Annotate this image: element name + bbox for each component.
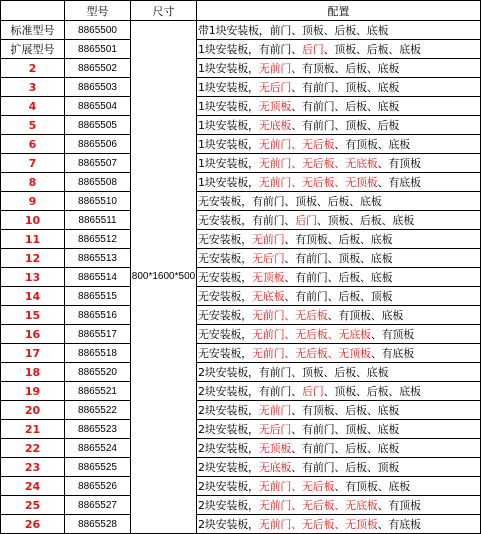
row-label: 12 bbox=[1, 249, 65, 268]
config-text: 1块安装板， bbox=[198, 138, 259, 151]
table-row bbox=[1, 306, 481, 325]
row-label: 24 bbox=[1, 477, 65, 496]
model-number: 8865513 bbox=[65, 249, 131, 268]
config-cell bbox=[197, 192, 481, 211]
config-cell bbox=[197, 382, 481, 401]
config-text: 带1块安装板，前门、顶板、后板、底板 bbox=[198, 24, 389, 37]
table-row bbox=[1, 439, 481, 458]
config-missing-part: 无后门 bbox=[258, 423, 292, 436]
header-size: 尺寸 bbox=[131, 1, 197, 21]
config-cell bbox=[197, 496, 481, 515]
model-number: 8865525 bbox=[65, 458, 131, 477]
model-number: 8865524 bbox=[65, 439, 131, 458]
config-text: 、有底板 bbox=[377, 176, 421, 189]
table-row bbox=[1, 97, 481, 116]
row-label: 11 bbox=[1, 230, 65, 249]
config-text: 1块安装板，有前门、 bbox=[198, 43, 302, 56]
config-text: 、有顶板 bbox=[377, 499, 421, 512]
config-text: 1块安装板， bbox=[198, 100, 259, 113]
config-cell bbox=[197, 230, 481, 249]
row-label: 6 bbox=[1, 135, 65, 154]
config-text: 1块安装板， bbox=[198, 119, 259, 132]
config-missing-part: 无前门、无后板、无顶板 bbox=[258, 518, 378, 531]
config-text: 2块安装板， bbox=[198, 423, 259, 436]
config-missing-part: 无底板 bbox=[252, 290, 285, 303]
config-cell bbox=[197, 515, 481, 534]
config-cell bbox=[197, 268, 481, 287]
config-missing-part: 无前门、无后板 bbox=[258, 138, 335, 151]
row-label: 16 bbox=[1, 325, 65, 344]
config-text: 、有顶板、底板 bbox=[334, 138, 411, 151]
row-label: 19 bbox=[1, 382, 65, 401]
config-text: 、有前门、顶板、底板 bbox=[291, 423, 400, 436]
config-text: 、有前门、顶板、后板 bbox=[291, 119, 400, 132]
config-text: 2块安装板， bbox=[198, 442, 259, 455]
row-label: 10 bbox=[1, 211, 65, 230]
config-text: 2块安装板， bbox=[198, 518, 259, 531]
config-missing-part: 无顶板 bbox=[252, 271, 285, 284]
model-number: 8865517 bbox=[65, 325, 131, 344]
model-number: 8865511 bbox=[65, 211, 131, 230]
model-number: 8865503 bbox=[65, 78, 131, 97]
table-row bbox=[1, 230, 481, 249]
config-text: 无安装板，有前门、顶板、后板、底板 bbox=[198, 195, 382, 208]
config-text: 、顶板、后板、底板 bbox=[323, 43, 421, 56]
table-row bbox=[1, 211, 481, 230]
config-text: 、有顶板、底板 bbox=[334, 480, 411, 493]
row-label: 5 bbox=[1, 116, 65, 135]
table-row bbox=[1, 477, 481, 496]
config-text: 2块安装板，有前门、顶板、后板、底板 bbox=[198, 366, 389, 379]
config-text: 无安装板， bbox=[198, 233, 252, 246]
config-missing-part: 无底板 bbox=[258, 461, 292, 474]
config-text: 、有顶板、后板、底板 bbox=[291, 62, 400, 75]
header-model: 型号 bbox=[65, 1, 131, 21]
row-label: 8 bbox=[1, 173, 65, 192]
config-text: 、顶板、后板、底板 bbox=[316, 214, 415, 227]
model-number: 8865521 bbox=[65, 382, 131, 401]
row-label: 14 bbox=[1, 287, 65, 306]
table-row bbox=[1, 192, 481, 211]
row-label: 7 bbox=[1, 154, 65, 173]
config-text: 、顶板、后板、底板 bbox=[323, 385, 421, 398]
model-number: 8865504 bbox=[65, 97, 131, 116]
config-cell bbox=[197, 363, 481, 382]
config-missing-part: 无前门 bbox=[252, 233, 285, 246]
config-text: 无安装板， bbox=[198, 309, 252, 322]
table-row bbox=[1, 40, 481, 59]
table-row bbox=[1, 382, 481, 401]
table-row bbox=[1, 325, 481, 344]
config-missing-part: 无前门、无后板、无顶板 bbox=[252, 347, 371, 360]
config-missing-part: 后门 bbox=[302, 385, 324, 398]
config-text: 、有前门、后板、底板 bbox=[291, 100, 400, 113]
config-missing-part: 无前门、无后板、无底板 bbox=[252, 328, 371, 341]
config-cell bbox=[197, 439, 481, 458]
table-row bbox=[1, 59, 481, 78]
config-text: 无安装板， bbox=[198, 252, 252, 265]
config-text: 、有顶板 bbox=[377, 157, 421, 170]
model-number: 8865520 bbox=[65, 363, 131, 382]
config-cell bbox=[197, 420, 481, 439]
model-number: 8865510 bbox=[65, 192, 131, 211]
model-number: 8865516 bbox=[65, 306, 131, 325]
config-cell bbox=[197, 477, 481, 496]
row-label: 20 bbox=[1, 401, 65, 420]
model-number: 8865528 bbox=[65, 515, 131, 534]
config-cell bbox=[197, 306, 481, 325]
model-number: 8865512 bbox=[65, 230, 131, 249]
config-cell bbox=[197, 211, 481, 230]
table-row bbox=[1, 458, 481, 477]
config-text: 、有前门、后板、顶板 bbox=[284, 290, 393, 303]
row-label: 15 bbox=[1, 306, 65, 325]
table-row bbox=[1, 401, 481, 420]
config-missing-part: 无前门、无后板 bbox=[252, 309, 328, 322]
row-label: 2 bbox=[1, 59, 65, 78]
model-number: 8865507 bbox=[65, 154, 131, 173]
config-text: 、有前门、后板、底板 bbox=[284, 271, 393, 284]
config-missing-part: 无顶板 bbox=[258, 442, 292, 455]
size-cell: 800*1600*500 bbox=[131, 21, 197, 534]
config-text: 2块安装板， bbox=[198, 480, 259, 493]
config-missing-part: 无前门、无后板、无底板 bbox=[258, 499, 378, 512]
config-cell bbox=[197, 173, 481, 192]
config-missing-part: 无顶板 bbox=[258, 100, 292, 113]
model-number: 8865527 bbox=[65, 496, 131, 515]
config-text: 、有底板 bbox=[377, 518, 421, 531]
config-cell bbox=[197, 135, 481, 154]
config-text: 、有前门、顶板、底板 bbox=[291, 81, 400, 94]
config-cell bbox=[197, 287, 481, 306]
config-cell bbox=[197, 325, 481, 344]
table-row bbox=[1, 287, 481, 306]
row-label: 9 bbox=[1, 192, 65, 211]
row-label: 23 bbox=[1, 458, 65, 477]
row-label: 22 bbox=[1, 439, 65, 458]
config-text: 、有顶板、底板 bbox=[327, 309, 404, 322]
config-missing-part: 无前门、无后板 bbox=[258, 480, 335, 493]
config-text: 1块安装板， bbox=[198, 81, 259, 94]
config-text: 无安装板，有前门、 bbox=[198, 214, 296, 227]
model-number: 8865526 bbox=[65, 477, 131, 496]
config-text: 、有顶板、后板、底板 bbox=[284, 233, 393, 246]
config-text: 、有底板 bbox=[370, 347, 415, 360]
model-number: 8865523 bbox=[65, 420, 131, 439]
row-label: 3 bbox=[1, 78, 65, 97]
table-row bbox=[1, 154, 481, 173]
config-cell bbox=[197, 59, 481, 78]
table-row bbox=[1, 135, 481, 154]
config-text: 2块安装板， bbox=[198, 499, 259, 512]
row-label: 26 bbox=[1, 515, 65, 534]
config-text: 无安装板， bbox=[198, 290, 252, 303]
config-missing-part: 无前门、无后板、无顶板 bbox=[258, 176, 378, 189]
config-cell bbox=[197, 78, 481, 97]
table-row bbox=[1, 173, 481, 192]
config-cell bbox=[197, 116, 481, 135]
model-number: 8865518 bbox=[65, 344, 131, 363]
row-label: 18 bbox=[1, 363, 65, 382]
config-missing-part: 无前门 bbox=[258, 62, 292, 75]
row-label: 17 bbox=[1, 344, 65, 363]
header-blank bbox=[1, 1, 65, 21]
row-label: 4 bbox=[1, 97, 65, 116]
config-text: 、有顶板、后板、底板 bbox=[291, 404, 400, 417]
table-row bbox=[1, 78, 481, 97]
config-text: 、有前门、顶板、底板 bbox=[284, 252, 393, 265]
table-row bbox=[1, 344, 481, 363]
row-label: 扩展型号 bbox=[1, 40, 65, 59]
config-text: 1块安装板， bbox=[198, 176, 259, 189]
config-text: 2块安装板， bbox=[198, 404, 259, 417]
config-text: 2块安装板， bbox=[198, 461, 259, 474]
model-number: 8865500 bbox=[65, 21, 131, 40]
table-row bbox=[1, 363, 481, 382]
config-missing-part: 后门 bbox=[302, 43, 324, 56]
table-row bbox=[1, 21, 481, 40]
row-label: 标准型号 bbox=[1, 21, 65, 40]
config-text: 、有前门、后板、底板 bbox=[291, 442, 400, 455]
row-label: 21 bbox=[1, 420, 65, 439]
header-config: 配置 bbox=[197, 1, 481, 21]
config-missing-part: 无前门 bbox=[258, 404, 292, 417]
config-cell bbox=[197, 21, 481, 40]
config-text: 1块安装板， bbox=[198, 157, 259, 170]
row-label: 25 bbox=[1, 496, 65, 515]
config-text: 1块安装板， bbox=[198, 62, 259, 75]
table-row bbox=[1, 268, 481, 287]
config-text: 无安装板， bbox=[198, 271, 252, 284]
table-row bbox=[1, 420, 481, 439]
config-missing-part: 后门 bbox=[295, 214, 317, 227]
config-text: 2块安装板，有前门、 bbox=[198, 385, 302, 398]
model-number: 8865515 bbox=[65, 287, 131, 306]
config-missing-part: 无底板 bbox=[258, 119, 292, 132]
config-text: 无安装板， bbox=[198, 328, 252, 341]
config-cell bbox=[197, 458, 481, 477]
config-missing-part: 无前门、无后板、无底板 bbox=[258, 157, 378, 170]
table-row bbox=[1, 515, 481, 534]
config-cell bbox=[197, 249, 481, 268]
model-number: 8865502 bbox=[65, 59, 131, 78]
header-row bbox=[1, 1, 481, 21]
table-row bbox=[1, 249, 481, 268]
config-text: 、有前门、后板、顶板 bbox=[291, 461, 400, 474]
model-number: 8865501 bbox=[65, 40, 131, 59]
config-missing-part: 无后门 bbox=[258, 81, 292, 94]
config-text: 、有顶板 bbox=[370, 328, 415, 341]
model-number: 8865508 bbox=[65, 173, 131, 192]
row-label: 13 bbox=[1, 268, 65, 287]
table-row bbox=[1, 496, 481, 515]
model-number: 8865522 bbox=[65, 401, 131, 420]
table-row bbox=[1, 116, 481, 135]
model-number: 8865505 bbox=[65, 116, 131, 135]
model-number: 8865506 bbox=[65, 135, 131, 154]
config-cell bbox=[197, 40, 481, 59]
config-cell bbox=[197, 154, 481, 173]
config-missing-part: 无后门 bbox=[252, 252, 285, 265]
config-cell bbox=[197, 401, 481, 420]
config-text: 无安装板， bbox=[198, 347, 252, 360]
model-number: 8865514 bbox=[65, 268, 131, 287]
config-cell bbox=[197, 97, 481, 116]
config-cell bbox=[197, 344, 481, 363]
